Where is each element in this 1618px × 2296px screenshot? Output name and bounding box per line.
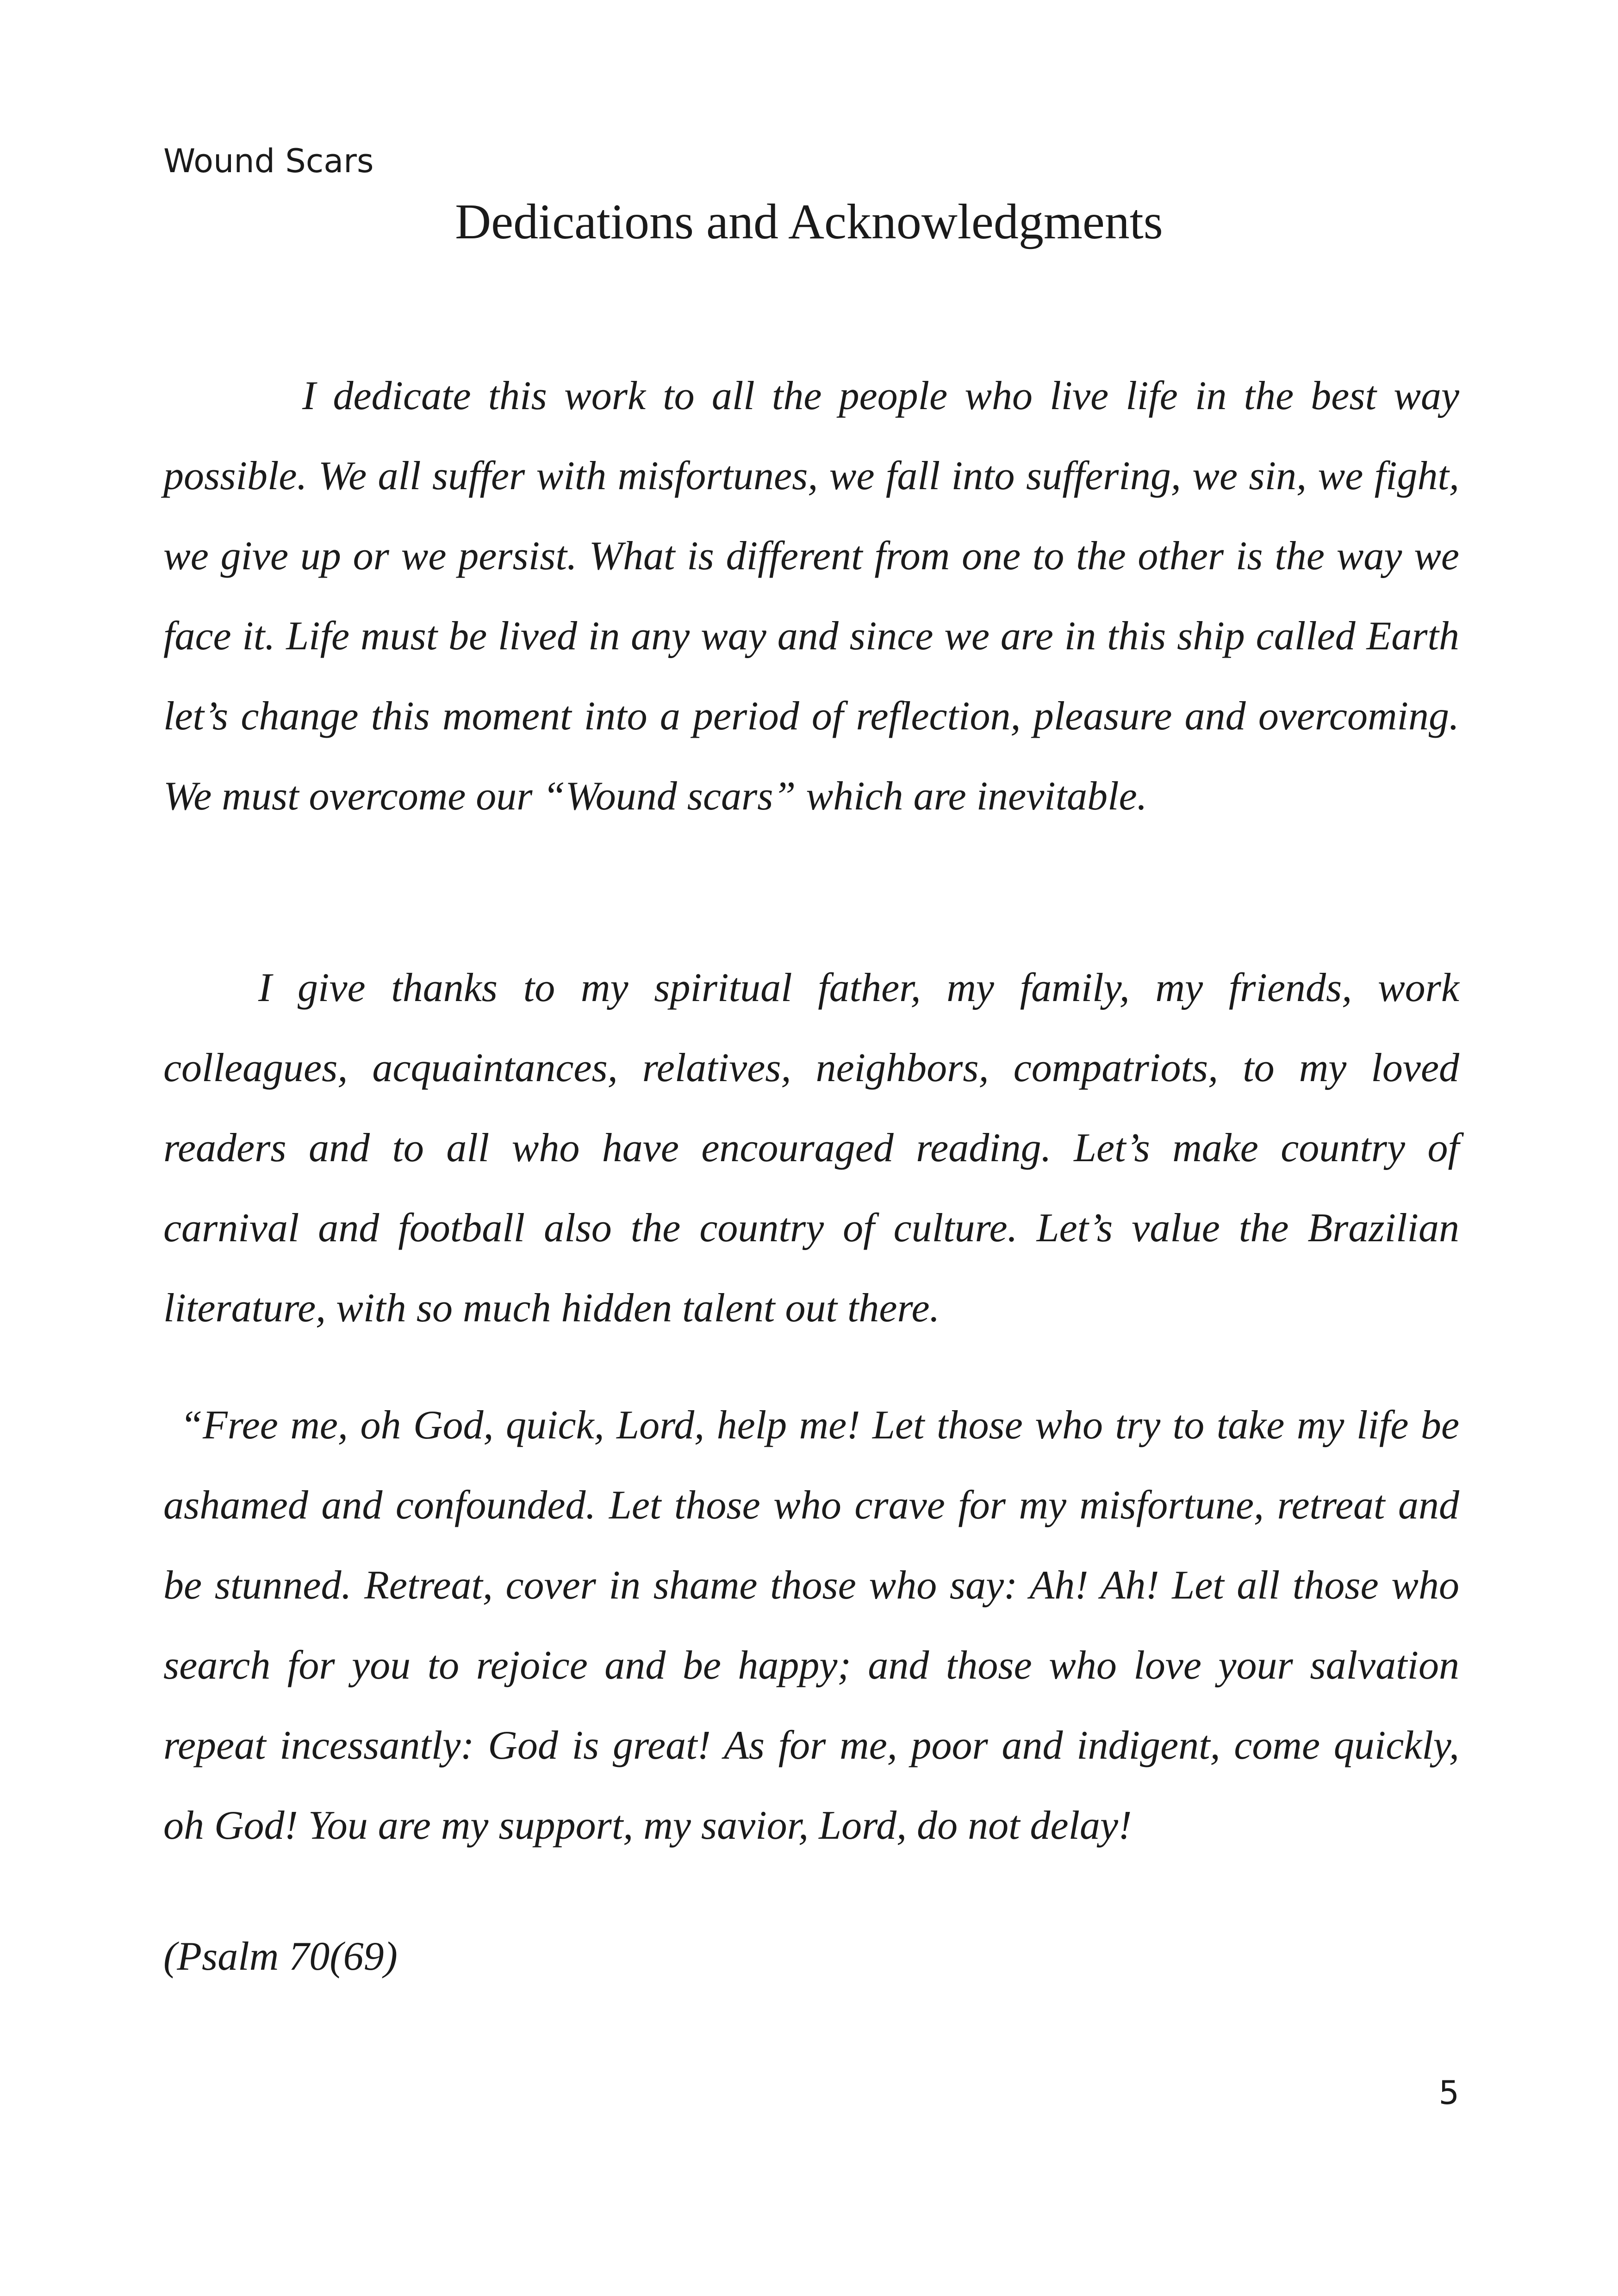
dedication-paragraph: I dedicate this work to all the people who live life in the best way possible. We all suffer with misfortunes, we fall into suffering, we sin, we fight, we give up or we persist. What is different from one to the other is the way we face it. Life must be lived in any way and since we are in this ship called Earth let’s change this moment into a period of reflection, pleasure and overcoming. We must overcome our “Wound scars” which are inevitable. xyxy=(163,373,1459,819)
psalm-citation: (Psalm 70(69) xyxy=(163,1934,398,1979)
psalm-quote-paragraph: “Free me, oh God, quick, Lord, help me! Let those who try to take my life be ashamed and confounded. Let those who crave for my misfortune, retreat and be stunned. Retreat, cover in shame those who say: Ah! Ah! Let all those who search for you to rejoice and be happy; and those who love your salvation repeat incessantly: God is great! As for me, poor and indigent, come quickly, oh God! You are my support, my savior, Lord, do not delay! xyxy=(163,1403,1459,1848)
page-title: Dedications and Acknowledgments xyxy=(455,194,1163,249)
acknowledgment-paragraph: I give thanks to my spiritual father, my family, my friends, work colleagues, acquaintances, relatives, neighbors, compatriots, to my loved readers and to all who have encouraged reading. Let’s make country of carnival and football also the country of culture. Let’s value the Brazilian literature, with so much hidden talent out there. xyxy=(163,965,1459,1331)
page-number: 5 xyxy=(1438,2074,1459,2112)
running-header: Wound Scars xyxy=(163,142,374,180)
